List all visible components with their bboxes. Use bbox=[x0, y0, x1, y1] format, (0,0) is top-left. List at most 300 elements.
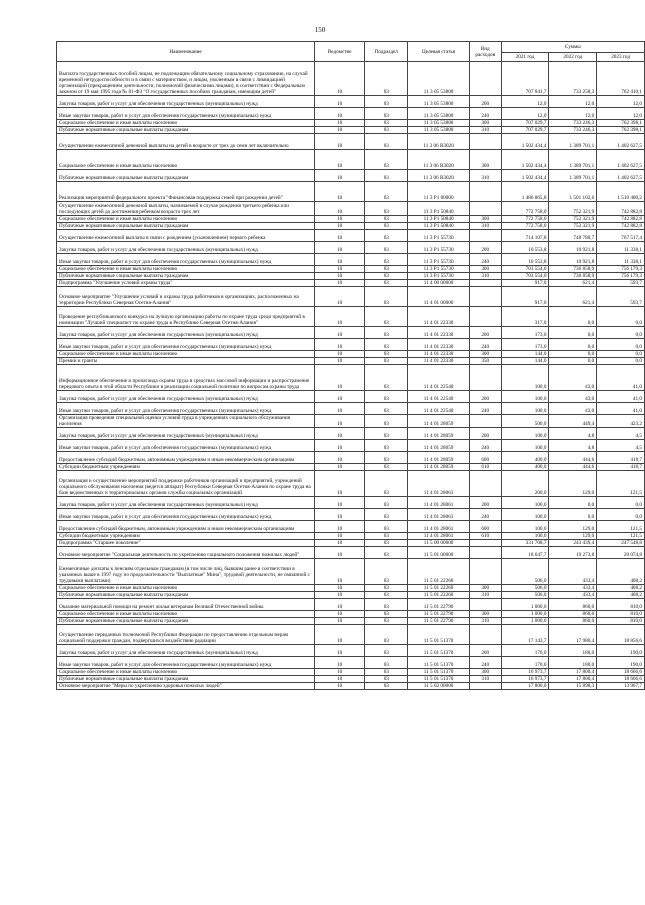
cell-ved: 10 bbox=[315, 625, 365, 645]
cell-y2: 4,8 bbox=[549, 440, 597, 452]
cell-y3: 41,0 bbox=[597, 365, 645, 391]
cell-cel: 11 4 01 22330 bbox=[408, 351, 469, 358]
table-row bbox=[57, 339, 645, 351]
cell-y2: 17 980,4 bbox=[549, 625, 597, 645]
cell-vid: 240 bbox=[469, 440, 501, 452]
cell-cel: 11 3 05 53800 bbox=[408, 96, 469, 108]
cell-vid bbox=[469, 280, 501, 287]
cell-ved: 10 bbox=[315, 559, 365, 585]
cell-cel: 11 5 01 22260 bbox=[408, 559, 469, 585]
cell-y2: 733 258,3 bbox=[549, 62, 597, 96]
cell-ved: 10 bbox=[315, 521, 365, 533]
cell-name: Ежемесячные доплаты к пенсиям отдельным гражданам (в том числе лиц, бывшим ранее в соответствии в указанных выше в 1997 году по продолжительности "Выплатные" Мина", трудовой деятельности, не связанной с трудовыми выплатами) bbox=[57, 559, 315, 585]
cell-cel: 11 3 P1 55730 bbox=[408, 230, 469, 242]
cell-y3: 418,7 bbox=[597, 452, 645, 464]
cell-razd: 03 bbox=[365, 440, 408, 452]
cell-vid bbox=[469, 365, 501, 391]
cell-cel: 11 4 01 22330 bbox=[408, 327, 469, 339]
cell-vid: 310 bbox=[469, 127, 501, 134]
cell-razd: 03 bbox=[365, 618, 408, 625]
cell-ved: 10 bbox=[315, 327, 365, 339]
cell-vid: 300 bbox=[469, 669, 501, 676]
cell-ved: 10 bbox=[315, 440, 365, 452]
cell-y2: 129,0 bbox=[549, 471, 597, 497]
cell-vid bbox=[469, 683, 501, 690]
table-row bbox=[57, 676, 645, 683]
cell-y3: 408,2 bbox=[597, 585, 645, 592]
table-row bbox=[57, 96, 645, 108]
cell-vid: 300 bbox=[469, 266, 501, 273]
cell-y1: 100,0 bbox=[501, 391, 549, 403]
cell-y2: 43,0 bbox=[549, 391, 597, 403]
cell-cel: 11 4 01 28061 bbox=[408, 521, 469, 533]
cell-name: Предоставление субсидий бюджетным, автономным учреждениям и иным некоммерческим организациям bbox=[57, 452, 315, 464]
cell-y3: 18 666,6 bbox=[597, 676, 645, 683]
cell-y2: 752 321,9 bbox=[549, 223, 597, 230]
cell-y1: 144,0 bbox=[501, 358, 549, 365]
cell-ved: 10 bbox=[315, 365, 365, 391]
cell-y1: 1 000,0 bbox=[501, 611, 549, 618]
cell-name: Иные закупки товаров, работ и услуг для обеспечения государственных (муниципальных) нужд bbox=[57, 509, 315, 521]
cell-vid: 240 bbox=[469, 403, 501, 415]
cell-name: Публичные нормативные социальные выплаты гражданам bbox=[57, 127, 315, 134]
cell-name: Публичные нормативные социальные выплаты гражданам bbox=[57, 592, 315, 599]
table-row bbox=[57, 327, 645, 339]
table-row bbox=[57, 202, 645, 216]
cell-cel: 11 3 05 53800 bbox=[408, 120, 469, 127]
table-row bbox=[57, 391, 645, 403]
cell-cel: 11 3 P1 55730 bbox=[408, 242, 469, 254]
cell-razd: 03 bbox=[365, 533, 408, 540]
cell-name: Оказание материальной помощи на ремонт жилья ветеранам Великой Отечественной войны bbox=[57, 599, 315, 611]
table-row bbox=[57, 254, 645, 266]
cell-y1: 100,0 bbox=[501, 521, 549, 533]
cell-y1: 917,0 bbox=[501, 280, 549, 287]
table-row bbox=[57, 559, 645, 585]
cell-y2: 12,0 bbox=[549, 108, 597, 120]
cell-y1: 10 553,8 bbox=[501, 242, 549, 254]
cell-y3: 1 402 627,5 bbox=[597, 170, 645, 182]
table-row bbox=[57, 618, 645, 625]
cell-razd: 03 bbox=[365, 120, 408, 127]
cell-name: Публичные нормативные социальные выплаты гражданам bbox=[57, 170, 315, 182]
cell-y3: 0,0 bbox=[597, 327, 645, 339]
cell-y1: 100,0 bbox=[501, 509, 549, 521]
cell-cel: 11 5 00 00000 bbox=[408, 540, 469, 547]
table-row bbox=[57, 365, 645, 391]
cell-vid bbox=[469, 547, 501, 559]
cell-y2: 43,0 bbox=[549, 365, 597, 391]
header-razdel: Подраздел bbox=[365, 42, 408, 62]
cell-vid: 600 bbox=[469, 452, 501, 464]
cell-y3: 593,7 bbox=[597, 287, 645, 307]
cell-vid: 600 bbox=[469, 521, 501, 533]
cell-razd: 03 bbox=[365, 216, 408, 223]
table-row bbox=[57, 266, 645, 273]
cell-y1: 714 107,8 bbox=[501, 230, 549, 242]
cell-cel: 11 4 01 28059 bbox=[408, 440, 469, 452]
cell-name: Субсидии бюджетным учреждениям bbox=[57, 533, 315, 540]
cell-y1: 707 029,7 bbox=[501, 127, 549, 134]
cell-y3: 0,0 bbox=[597, 307, 645, 327]
cell-vid bbox=[469, 599, 501, 611]
cell-y2: 433,4 bbox=[549, 559, 597, 585]
cell-ved: 10 bbox=[315, 428, 365, 440]
cell-y2: 621,4 bbox=[549, 287, 597, 307]
cell-y3: 756 179,3 bbox=[597, 266, 645, 273]
cell-razd: 03 bbox=[365, 339, 408, 351]
cell-cel: 11 3 05 53800 bbox=[408, 127, 469, 134]
cell-razd: 03 bbox=[365, 170, 408, 182]
header-vid: Вид расходов bbox=[469, 42, 501, 62]
table-row bbox=[57, 592, 645, 599]
cell-y1: 100,0 bbox=[501, 533, 549, 540]
cell-y2: 43,0 bbox=[549, 403, 597, 415]
cell-name: Закупка товаров, работ и услуг для обеспечения государственных (муниципальных) нужд bbox=[57, 497, 315, 509]
cell-cel: 11 3 P1 55730 bbox=[408, 254, 469, 266]
cell-ved: 10 bbox=[315, 150, 365, 170]
table-row bbox=[57, 273, 645, 280]
table-row bbox=[57, 134, 645, 150]
cell-razd: 03 bbox=[365, 452, 408, 464]
cell-y2: 433,4 bbox=[549, 592, 597, 599]
cell-cel: 11 4 01 22330 bbox=[408, 339, 469, 351]
cell-razd: 03 bbox=[365, 365, 408, 391]
cell-cel: 11 5 01 22790 bbox=[408, 618, 469, 625]
cell-name: Осуществление переданных полномочий Республики Федерации по предоставлению отдельным мерам социальной поддержки граждан, подвергшихся воздействию радиации bbox=[57, 625, 315, 645]
cell-y1: 772 758,0 bbox=[501, 202, 549, 216]
cell-ved: 10 bbox=[315, 202, 365, 216]
cell-razd: 03 bbox=[365, 415, 408, 428]
cell-y1: 10 553,8 bbox=[501, 254, 549, 266]
cell-ved: 10 bbox=[315, 683, 365, 690]
cell-vid: 240 bbox=[469, 339, 501, 351]
cell-y2: 736 858,9 bbox=[549, 266, 597, 273]
cell-y3: 4,5 bbox=[597, 428, 645, 440]
cell-y2: 15 898,3 bbox=[549, 683, 597, 690]
cell-name: Социальное обеспечение и иные выплаты населению bbox=[57, 351, 315, 358]
cell-name: Осуществление ежемесячной денежной выплаты на детей в возрасте от трех до семи лет включительно bbox=[57, 134, 315, 150]
cell-y3: 810,0 bbox=[597, 611, 645, 618]
cell-y3: 4,5 bbox=[597, 440, 645, 452]
cell-vid bbox=[469, 62, 501, 96]
cell-cel: 11 5 01 22790 bbox=[408, 599, 469, 611]
cell-y2: 444,6 bbox=[549, 464, 597, 471]
cell-y1: 331 708,7 bbox=[501, 540, 549, 547]
cell-y1: 772 758,0 bbox=[501, 216, 549, 223]
table-row bbox=[57, 120, 645, 127]
cell-razd: 03 bbox=[365, 358, 408, 365]
cell-ved: 10 bbox=[315, 254, 365, 266]
cell-y1: 506,0 bbox=[501, 559, 549, 585]
cell-vid: 310 bbox=[469, 618, 501, 625]
cell-cel: 11 5 01 51370 bbox=[408, 669, 469, 676]
cell-vid: 300 bbox=[469, 585, 501, 592]
cell-cel: 11 3 P1 00000 bbox=[408, 182, 469, 202]
cell-y2: 752 321,9 bbox=[549, 202, 597, 216]
header-2023: 2023 год bbox=[597, 53, 645, 62]
cell-cel: 11 3 05 53800 bbox=[408, 62, 469, 96]
cell-vid: 200 bbox=[469, 497, 501, 509]
cell-cel: 11 4 01 22540 bbox=[408, 403, 469, 415]
cell-y2: 180,0 bbox=[549, 645, 597, 657]
cell-y1: 1 502 434,4 bbox=[501, 170, 549, 182]
cell-vid bbox=[469, 540, 501, 547]
cell-name: Премии и гранты bbox=[57, 358, 315, 365]
cell-ved: 10 bbox=[315, 509, 365, 521]
cell-razd: 03 bbox=[365, 280, 408, 287]
cell-cel: 11 5 01 22260 bbox=[408, 585, 469, 592]
cell-y1: 707 029,7 bbox=[501, 120, 549, 127]
cell-y3: 810,0 bbox=[597, 618, 645, 625]
cell-ved: 10 bbox=[315, 618, 365, 625]
table-row bbox=[57, 108, 645, 120]
cell-y1: 170,0 bbox=[501, 657, 549, 669]
cell-vid bbox=[469, 134, 501, 150]
cell-razd: 03 bbox=[365, 223, 408, 230]
header-summa: Суммы bbox=[501, 42, 644, 53]
cell-razd: 03 bbox=[365, 307, 408, 327]
cell-ved: 10 bbox=[315, 170, 365, 182]
cell-y3: 190,0 bbox=[597, 645, 645, 657]
cell-vid: 200 bbox=[469, 391, 501, 403]
cell-vid: 200 bbox=[469, 645, 501, 657]
cell-y3: 0,0 bbox=[597, 351, 645, 358]
cell-name: Публичные нормативные социальные выплаты гражданам bbox=[57, 618, 315, 625]
table-row bbox=[57, 351, 645, 358]
cell-vid bbox=[469, 625, 501, 645]
table-row bbox=[57, 611, 645, 618]
header-2021: 2021 год bbox=[501, 53, 549, 62]
cell-cel: 11 5 01 00000 bbox=[408, 547, 469, 559]
cell-y3: 418,7 bbox=[597, 464, 645, 471]
table-row bbox=[57, 497, 645, 509]
cell-y1: 18 647,7 bbox=[501, 547, 549, 559]
cell-y1: 400,0 bbox=[501, 452, 549, 464]
cell-y2: 243 439,4 bbox=[549, 540, 597, 547]
cell-ved: 10 bbox=[315, 287, 365, 307]
cell-name: Подпрограмма "Улучшение условий охраны труда" bbox=[57, 280, 315, 287]
cell-y3: 1 402 627,5 bbox=[597, 134, 645, 150]
budget-table bbox=[56, 41, 645, 690]
cell-vid: 200 bbox=[469, 242, 501, 254]
cell-vid: 300 bbox=[469, 120, 501, 127]
cell-name: Социальное обеспечение и иные выплаты населению bbox=[57, 669, 315, 676]
cell-razd: 03 bbox=[365, 645, 408, 657]
cell-y3: 756 179,3 bbox=[597, 273, 645, 280]
cell-name: Закупка товаров, работ и услуг для обеспечения государственных (муниципальных) нужд bbox=[57, 96, 315, 108]
cell-cel: 11 4 01 28061 bbox=[408, 509, 469, 521]
cell-y1: 707 041,7 bbox=[501, 62, 549, 96]
table-row bbox=[57, 521, 645, 533]
cell-y1: 500,0 bbox=[501, 415, 549, 428]
cell-ved: 10 bbox=[315, 242, 365, 254]
cell-y2: 733 246,3 bbox=[549, 127, 597, 134]
cell-razd: 03 bbox=[365, 202, 408, 216]
table-row bbox=[57, 464, 645, 471]
cell-razd: 03 bbox=[365, 625, 408, 645]
cell-vid: 240 bbox=[469, 509, 501, 521]
table-header bbox=[57, 42, 645, 62]
cell-y2: 17 800,4 bbox=[549, 676, 597, 683]
table-row bbox=[57, 287, 645, 307]
cell-ved: 10 bbox=[315, 266, 365, 273]
cell-ved: 10 bbox=[315, 62, 365, 96]
cell-razd: 03 bbox=[365, 127, 408, 134]
cell-cel: 11 3 06 R3020 bbox=[408, 170, 469, 182]
cell-cel: 11 3 P1 50840 bbox=[408, 202, 469, 216]
cell-razd: 03 bbox=[365, 585, 408, 592]
table-row bbox=[57, 669, 645, 676]
cell-y2: 444,6 bbox=[549, 452, 597, 464]
cell-y3: 742 882,8 bbox=[597, 223, 645, 230]
cell-y3: 0,0 bbox=[597, 358, 645, 365]
cell-y3: 41,0 bbox=[597, 391, 645, 403]
cell-name: Иные закупки товаров, работ и услуг для обеспечения государственных (муниципальных) нужд bbox=[57, 339, 315, 351]
cell-vid bbox=[469, 307, 501, 327]
cell-y3: 121,5 bbox=[597, 521, 645, 533]
cell-razd: 03 bbox=[365, 657, 408, 669]
cell-cel: 11 4 01 28059 bbox=[408, 415, 469, 428]
cell-ved: 10 bbox=[315, 358, 365, 365]
cell-y3: 762 410,1 bbox=[597, 62, 645, 96]
cell-vid: 300 bbox=[469, 351, 501, 358]
cell-cel: 11 4 01 28061 bbox=[408, 497, 469, 509]
cell-cel: 11 5 01 51370 bbox=[408, 676, 469, 683]
cell-y1: 317,0 bbox=[501, 307, 549, 327]
cell-ved: 10 bbox=[315, 585, 365, 592]
cell-y1: 703 554,0 bbox=[501, 266, 549, 273]
cell-razd: 03 bbox=[365, 96, 408, 108]
cell-razd: 03 bbox=[365, 509, 408, 521]
table-row bbox=[57, 547, 645, 559]
cell-y3: 423,2 bbox=[597, 415, 645, 428]
cell-y3: 408,2 bbox=[597, 592, 645, 599]
header-name: Наименование bbox=[57, 42, 315, 62]
cell-ved: 10 bbox=[315, 223, 365, 230]
table-row bbox=[57, 440, 645, 452]
table-row bbox=[57, 182, 645, 202]
table-row bbox=[57, 657, 645, 669]
cell-y2: 748 780,7 bbox=[549, 230, 597, 242]
table-row bbox=[57, 599, 645, 611]
cell-name: Проведение республиканского конкурса на лучшую организацию работы по охране труда среди предприятий в номинации "Лучший специалист по охране труда в Республике Северная Осетия-Алания" bbox=[57, 307, 315, 327]
cell-vid: 610 bbox=[469, 533, 501, 540]
cell-razd: 03 bbox=[365, 287, 408, 307]
cell-y2: 1 389 701,1 bbox=[549, 170, 597, 182]
cell-cel: 11 5 01 51370 bbox=[408, 657, 469, 669]
cell-ved: 10 bbox=[315, 540, 365, 547]
cell-vid: 300 bbox=[469, 611, 501, 618]
table-row bbox=[57, 230, 645, 242]
cell-name: Информационное обеспечение и пропаганда охраны труда в средствах массовой информации и распространение передового опыта в этой области Республики в реализации социальной политики по вопросам охраны труда bbox=[57, 365, 315, 391]
cell-y3: 593,7 bbox=[597, 280, 645, 287]
cell-y3: 0,0 bbox=[597, 509, 645, 521]
cell-y1: 400,0 bbox=[501, 464, 549, 471]
cell-y3: 742 882,8 bbox=[597, 216, 645, 223]
cell-razd: 03 bbox=[365, 428, 408, 440]
cell-name: Закупка товаров, работ и услуг для обеспечения государственных (муниципальных) нужд bbox=[57, 428, 315, 440]
cell-y3: 1 510 400,2 bbox=[597, 182, 645, 202]
cell-razd: 03 bbox=[365, 611, 408, 618]
cell-cel: 11 5 02 00000 bbox=[408, 683, 469, 690]
cell-vid: 310 bbox=[469, 273, 501, 280]
table-body bbox=[57, 62, 645, 690]
cell-y2: 17 800,4 bbox=[549, 669, 597, 676]
cell-razd: 03 bbox=[365, 592, 408, 599]
cell-y2: 433,4 bbox=[549, 585, 597, 592]
cell-y3: 190,0 bbox=[597, 657, 645, 669]
cell-ved: 10 bbox=[315, 547, 365, 559]
cell-cel: 11 4 01 28061 bbox=[408, 533, 469, 540]
cell-name: Подпрограмма "Старшее поколение" bbox=[57, 540, 315, 547]
cell-ved: 10 bbox=[315, 351, 365, 358]
cell-razd: 03 bbox=[365, 182, 408, 202]
cell-vid: 200 bbox=[469, 96, 501, 108]
cell-razd: 03 bbox=[365, 266, 408, 273]
cell-name: Иные закупки товаров, работ и услуг для обеспечения государственных (муниципальных) нужд bbox=[57, 108, 315, 120]
cell-cel: 11 5 01 22260 bbox=[408, 592, 469, 599]
cell-y3: 12,0 bbox=[597, 108, 645, 120]
table-row bbox=[57, 223, 645, 230]
cell-y1: 1 000,0 bbox=[501, 618, 549, 625]
cell-razd: 03 bbox=[365, 559, 408, 585]
cell-y2: 1 501 102,6 bbox=[549, 182, 597, 202]
cell-vid: 240 bbox=[469, 254, 501, 266]
cell-razd: 03 bbox=[365, 676, 408, 683]
cell-cel: 11 3 P1 50840 bbox=[408, 223, 469, 230]
cell-vid: 310 bbox=[469, 170, 501, 182]
cell-name: Закупка товаров, работ и услуг для обеспечения государственных (муниципальных) нужд bbox=[57, 327, 315, 339]
cell-y1: 703 554,0 bbox=[501, 273, 549, 280]
cell-y3: 762 398,1 bbox=[597, 120, 645, 127]
cell-ved: 10 bbox=[315, 657, 365, 669]
cell-y2: 752 321,9 bbox=[549, 216, 597, 223]
cell-name: Социальное обеспечение и иные выплаты населению bbox=[57, 585, 315, 592]
cell-razd: 03 bbox=[365, 108, 408, 120]
cell-y2: 180,0 bbox=[549, 657, 597, 669]
cell-razd: 03 bbox=[365, 242, 408, 254]
cell-vid bbox=[469, 287, 501, 307]
table-row bbox=[57, 62, 645, 96]
cell-y1: 506,0 bbox=[501, 585, 549, 592]
cell-ved: 10 bbox=[315, 497, 365, 509]
cell-y3: 11 338,1 bbox=[597, 254, 645, 266]
table-row bbox=[57, 645, 645, 657]
cell-cel: 11 3 06 R3020 bbox=[408, 150, 469, 170]
cell-y3: 762 398,1 bbox=[597, 127, 645, 134]
cell-y1: 100,0 bbox=[501, 403, 549, 415]
cell-razd: 03 bbox=[365, 540, 408, 547]
cell-ved: 10 bbox=[315, 592, 365, 599]
cell-ved: 10 bbox=[315, 127, 365, 134]
cell-cel: 11 5 01 22790 bbox=[408, 611, 469, 618]
cell-ved: 10 bbox=[315, 669, 365, 676]
cell-y1: 173,0 bbox=[501, 339, 549, 351]
cell-y2: 1 389 701,1 bbox=[549, 134, 597, 150]
cell-y1: 1 486 865,8 bbox=[501, 182, 549, 202]
cell-name: Организация проведения специальной оценки условий труда в учреждениях социального обслуживания населения bbox=[57, 415, 315, 428]
cell-cel: 11 4 01 28059 bbox=[408, 452, 469, 464]
cell-razd: 03 bbox=[365, 62, 408, 96]
cell-cel: 11 4 01 22540 bbox=[408, 391, 469, 403]
table-row bbox=[57, 585, 645, 592]
cell-razd: 03 bbox=[365, 230, 408, 242]
cell-y2: 736 858,9 bbox=[549, 273, 597, 280]
cell-cel: 11 3 P1 50840 bbox=[408, 216, 469, 223]
cell-name: Социальное обеспечение и иные выплаты населению bbox=[57, 150, 315, 170]
cell-name: Осуществление ежемесячной выплаты в связи с рождением (усыновлением) первого ребенка bbox=[57, 230, 315, 242]
